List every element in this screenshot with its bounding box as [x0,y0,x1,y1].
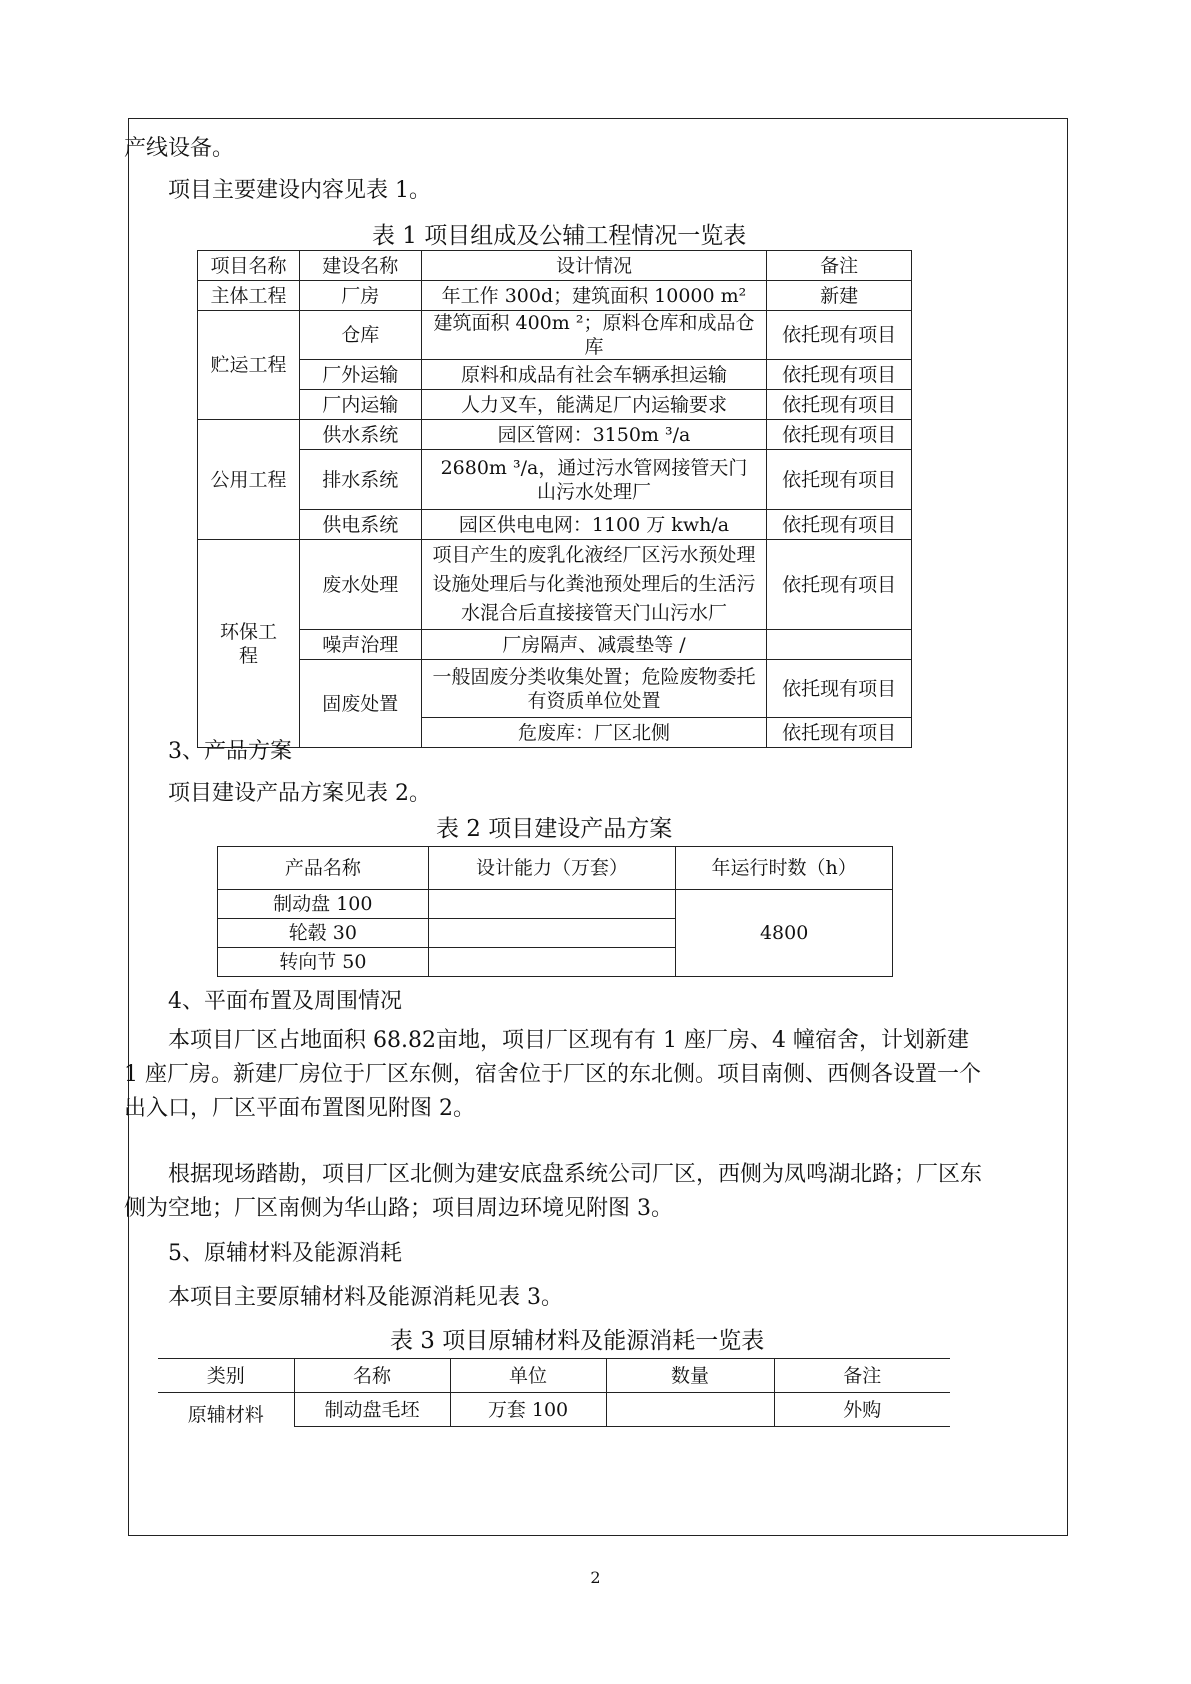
table-row [198,510,912,540]
note-cell: 依托现有项目 [767,718,912,748]
table1-caption: 表 1 项目组成及公辅工程情况一览表 [372,223,747,249]
desc-cell: 园区供电电网：1100 万 kwh/a [421,510,767,540]
section-paragraph: 根据现场踏勘，项目厂区北侧为建安底盘系统公司厂区，西侧为凤鸣湖北路；厂区东侧为空地；厂区南侧为华山路；项目周边环境见附图 3。 [124,1162,983,1221]
desc-cell: 建筑面积 400m ²；原料仓库和成品仓库 [421,311,767,360]
table-row [198,390,912,420]
intro-line: 产线设备。 [124,136,235,161]
page-number: 2 [590,1568,601,1587]
category-cell: 原辅材料 [158,1393,294,1427]
section-heading: 5、原辅材料及能源消耗 [168,1241,402,1266]
note-cell: 依托现有项目 [767,660,912,718]
desc-cell: 人力叉车，能满足厂内运输要求 [421,390,767,420]
table-row [198,311,912,360]
note-cell: 依托现有项目 [767,390,912,420]
section-heading: 4、平面布置及周围情况 [168,989,402,1014]
table-row [198,630,912,660]
note-cell: 依托现有项目 [767,360,912,390]
section-text: 项目建设产品方案见表 2。 [168,781,431,806]
group-cell: 环保工程 [198,540,300,748]
name-cell: 排水系统 [299,450,421,510]
header-cell: 数量 [606,1359,774,1393]
desc-cell: 项目产生的废乳化液经厂区污水预处理设施处理后与化粪池预处理后的生活污水混合后直接接管天门山污水厂 [421,540,767,630]
header-cell: 建设名称 [299,251,421,281]
group-cell: 公用工程 [198,420,300,540]
header-cell: 备注 [767,251,912,281]
name-cell: 厂外运输 [299,360,421,390]
table1 [197,250,912,748]
name-cell: 供电系统 [299,510,421,540]
desc-cell: 年工作 300d；建筑面积 10000 m² [421,281,767,311]
name-cell: 废水处理 [299,540,421,630]
name-cell: 固废处置 [299,660,421,748]
note-cell: 依托现有项目 [767,311,912,360]
section-heading: 3、产品方案 [168,739,292,764]
name-cell: 厂内运输 [299,390,421,420]
name-cell: 噪声治理 [299,630,421,660]
note-cell: 依托现有项目 [767,510,912,540]
desc-cell: 原料和成品有社会车辆承担运输 [421,360,767,390]
section-text: 本项目主要原辅材料及能源消耗见表 3。 [168,1285,563,1310]
header-cell: 设计能力（万套） [428,847,676,890]
note-cell: 新建 [767,281,912,311]
table-header-row [218,847,893,890]
note-cell [767,630,912,660]
capacity-cell [428,919,676,948]
table-row [158,1393,950,1427]
desc-cell: 园区管网：3150m ³/a [421,420,767,450]
table-row [198,540,912,630]
note-cell: 外购 [774,1393,950,1427]
capacity-cell [428,890,676,919]
desc-cell: 一般固废分类收集处置；危险废物委托有资质单位处置 [421,660,767,718]
name-cell: 制动盘毛坯 [294,1393,450,1427]
header-cell: 项目名称 [198,251,300,281]
table-row [198,420,912,450]
note-cell: 依托现有项目 [767,450,912,510]
name-cell: 厂房 [299,281,421,311]
group-cell: 贮运工程 [198,311,300,420]
header-cell: 名称 [294,1359,450,1393]
desc-cell: 危废库：厂区北侧 [421,718,767,748]
note-cell: 依托现有项目 [767,540,912,630]
capacity-cell [428,948,676,977]
name-cell: 供水系统 [299,420,421,450]
product-name-cell: 轮毂 30 [218,919,429,948]
table3-caption: 表 3 项目原辅材料及能源消耗一览表 [390,1328,765,1354]
table2 [217,846,893,977]
desc-cell: 2680m ³/a，通过污水管网接管天门山污水处理厂 [421,450,767,510]
header-cell: 产品名称 [218,847,429,890]
table-row [198,450,912,510]
table3 [158,1358,950,1427]
hours-cell: 4800 [676,890,893,977]
table-row [198,281,912,311]
header-cell: 设计情况 [421,251,767,281]
product-name-cell: 制动盘 100 [218,890,429,919]
table-header-row [198,251,912,281]
product-name-cell: 转向节 50 [218,948,429,977]
header-cell: 单位 [450,1359,606,1393]
header-cell: 类别 [158,1359,294,1393]
desc-cell: 厂房隔声、减震垫等 / [421,630,767,660]
section-paragraph: 本项目厂区占地面积 68.82亩地，项目厂区现有有 1 座厂房、4 幢宿舍，计划新建 1 座厂房。新建厂房位于厂区东侧，宿舍位于厂区的东北侧。项目南侧、西侧各设置一个出入口，厂区平面布置图见附图 2。 [124,1028,981,1121]
name-cell: 仓库 [299,311,421,360]
group-cell: 主体工程 [198,281,300,311]
intro-line: 项目主要建设内容见表 1。 [168,178,431,203]
table-row [198,660,912,718]
table-header-row [158,1359,950,1393]
unit-cell: 万套 100 [450,1393,606,1427]
table2-caption: 表 2 项目建设产品方案 [436,816,673,842]
header-cell: 备注 [774,1359,950,1393]
table-row [198,360,912,390]
qty-cell [606,1393,774,1427]
table-row [218,890,893,919]
note-cell: 依托现有项目 [767,420,912,450]
header-cell: 年运行时数（h） [676,847,893,890]
